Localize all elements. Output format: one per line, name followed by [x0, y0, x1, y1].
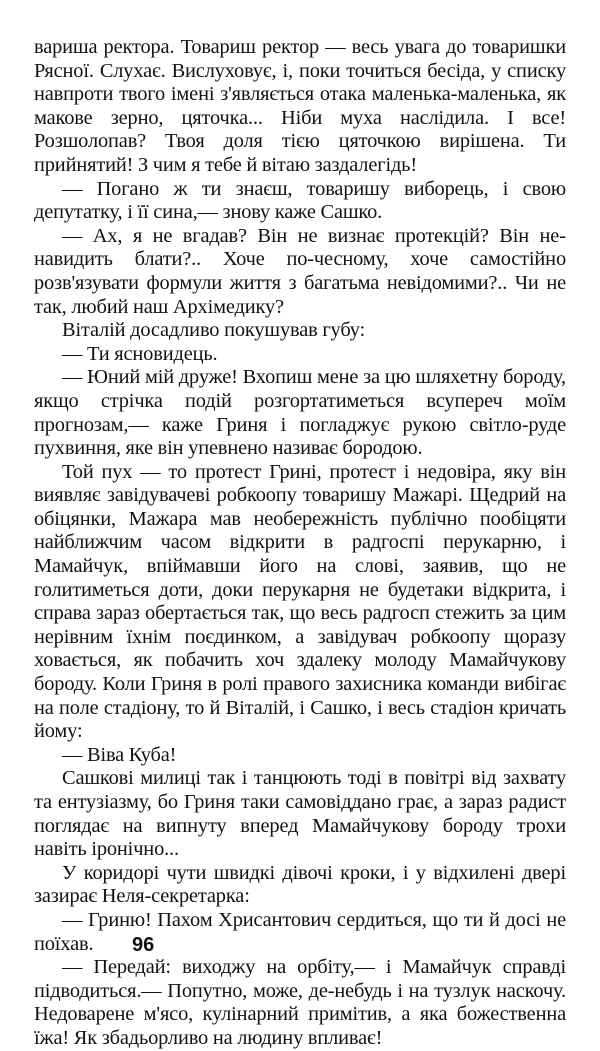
- paragraph-2: — Погано ж ти знаєш, товаришу виборець, і свою депутатку, і її сина,— знову каже Сашко.: [34, 177, 566, 224]
- paragraph-8: — Віва Куба!: [62, 743, 177, 766]
- paragraph-6: — Юний мій друже! Вхопиш мене за цю шляхетну бороду, якщо стрічка подій розгортатиметься всупереч моїм прогнозам,— каже Гриня і погладжує рукою світло-руде пухвиння, яке він упевнено називає бородою.: [34, 366, 566, 460]
- paragraph-11: — Гриню! Пахом Хрисантович сердиться, що ти й досі не поїхав.: [34, 908, 566, 955]
- page-number: 96: [132, 934, 155, 956]
- paragraph-5: — Ти ясновидець.: [62, 342, 218, 365]
- paragraph-10: У коридорі чути швидкі дівочі кроки, і у відхилені двері зазирає Неля-секретарка:: [34, 861, 566, 908]
- paragraph-9: Сашкові милиці так і танцюють тоді в повітрі від захвату та ентузіазму, бо Гриня таки самовіддано грає, а зараз радист поглядає на випнуту вперед Мамайчукову бороду трохи навіть іронічно...: [34, 767, 566, 861]
- paragraph-12: — Передай: виходжу на орбіту,— і Мамайчук справді підводиться.— Попутно, може, де-небудь і на тузлук наскочу. Недоварене м'ясо, кулінарний примітив, а яка божественна їжа! Як збадьорливо на людину впливає!: [34, 956, 566, 1049]
- paragraph-1: вариша ректора. Товариш ректор — весь увага до товаришки Рясної. Слухає. Вислуховує, і, поки точиться бесіда, у списку навпроти твого імені з'являється отака маленька-маленька, як макове зерно, цяточка... Ніби муха наслідила. І все! Розшолопав? Твоя доля тією цяточкою вирішена. Ти прийнятий! З чим я тебе й вітаю заздалегідь!: [34, 36, 566, 176]
- paragraph-7: Той пух — то протест Грині, протест і недовіра, яку він виявляє завідувачеві робкоопу товаришу Мажарі. Щедрий на обіцянки, Мажара мав необережність публічно пообіцяти найближчим часом відкрити в радгоспі перукарню, і Мамайчук, впіймавши його на слові, заявив, що не голитиметься доти, доки перукарня не будетаки відкрита, і справа зараз обертається так, що весь радгосп стежить за цим нерівним їхнім поєдинком, а завідувач робкоопу щоразу ховається, як побачить хоч здалеку молоду Мамайчукову бороду. Коли Гриня в ролі правого захисника команди вибігає на поле стадіону, то й Віталій, і Сашко, і весь стадіон кричать йому:: [34, 460, 566, 743]
- book-page-text: [34, 36, 566, 1051]
- paragraph-4: Віталій досадливо покушував губу:: [62, 319, 366, 342]
- paragraph-3: — Ах, я не вгадав? Він не визнає протекцій? Він ненавидить блати?.. Хоче по-чесному, хоче самостійно розв'язувати формули життя з багатьма невідомими?.. Чи не так, любий наш Архімедику?: [34, 224, 566, 318]
